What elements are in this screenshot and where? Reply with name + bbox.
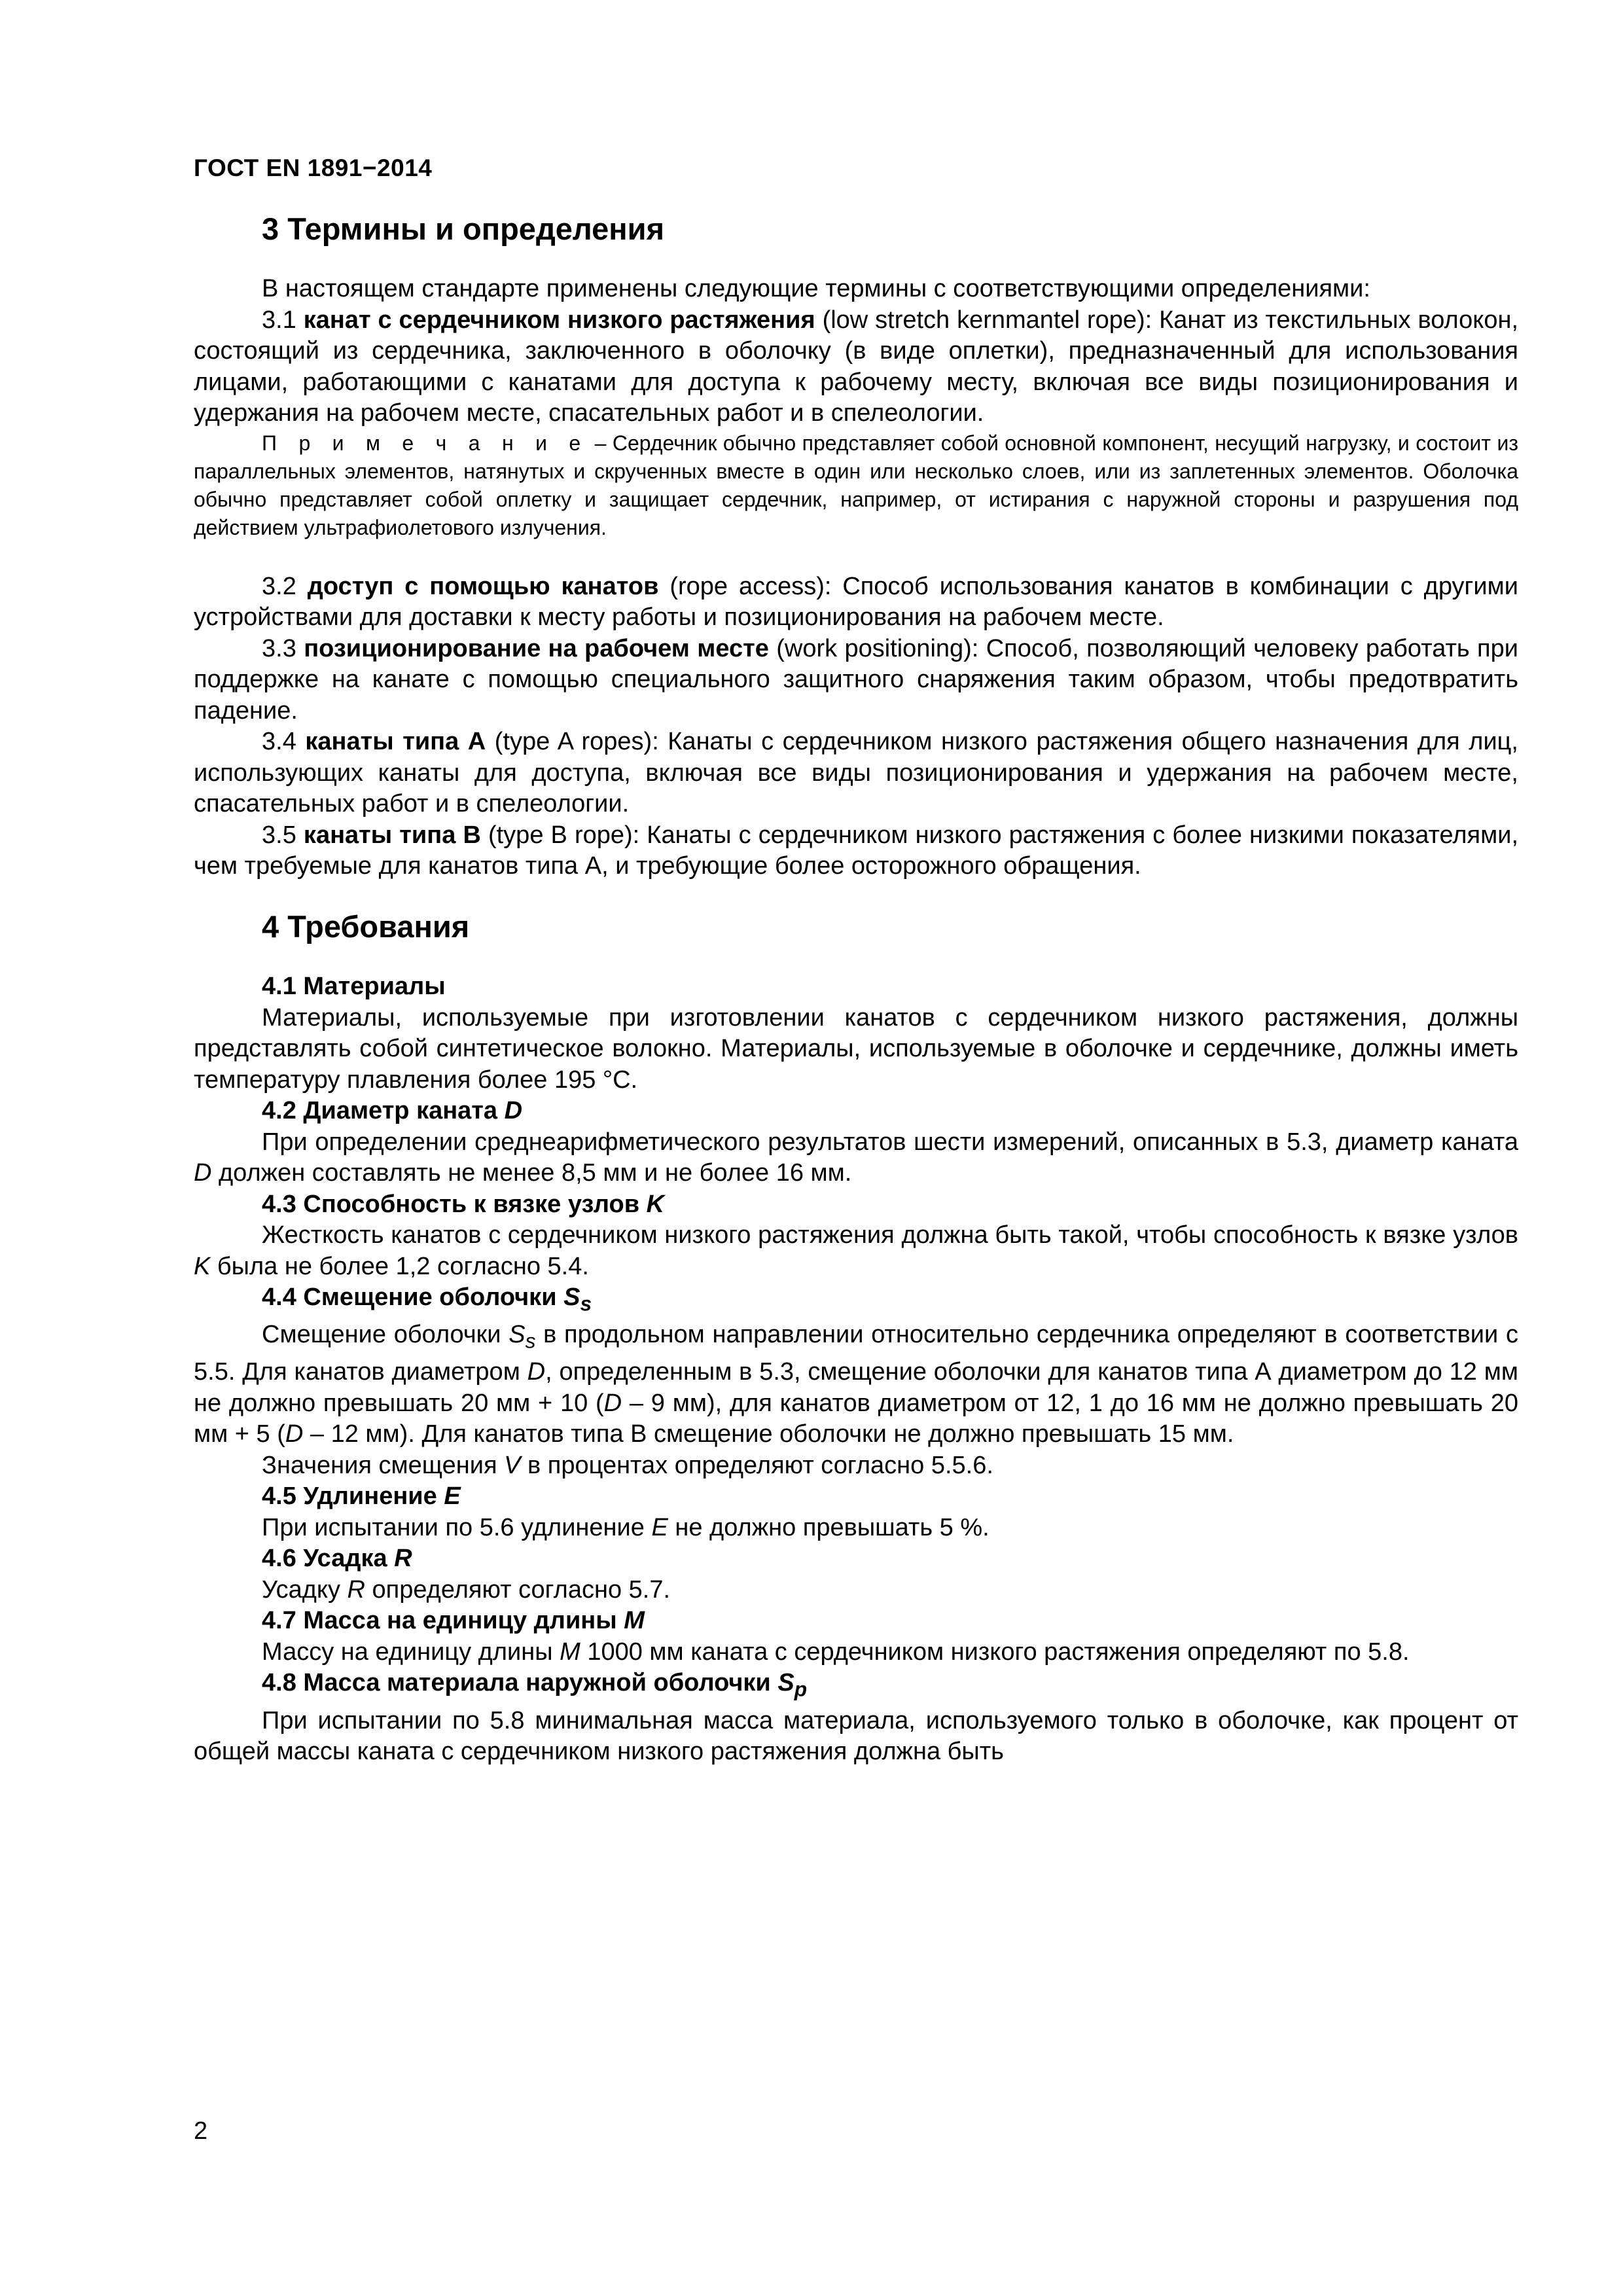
section-4-heading: 4 Требования — [262, 908, 470, 944]
subsection-4-2-text: При определении среднеарифметического результатов шести измерений, описанных в 5.3, диаметр каната D должен составлять не менее 8,5 мм и не более 16 мм. — [194, 1128, 1518, 1187]
subsection-4-4-heading: 4.4 Смещение оболочки $S_s$ — [262, 1283, 592, 1316]
subsection-4-4-text: Смещение оболочки $S_s$ в продольном направлении относительно сердечника определяют в соответствии с 5.5. Для канатов диаметром D, определенным в 5.3, смещение оболочки для канатов типа А диаметром до 12 мм не должно превышать 20 мм + 10 (D – 9 мм), для канатов диаметром от 12, 1 до 16 мм не должно превышать 20 мм + 5 (D – 12 мм). Для канатов типа В смещение оболочки не должно превышать 15 мм. — [194, 1321, 1519, 1448]
term-3-5: 3.5 канаты типа В (type B rope): Канаты с сердечником низкого растяжения с более низкими показателями, чем требуемые для канатов типа А, и требующие более осторожного обращения. — [194, 821, 1519, 880]
subsection-4-2-heading: 4.2 Диаметр каната D — [262, 1097, 523, 1125]
subsection-4-4-values: Значения смещения V в процентах определяют согласно 5.5.6. — [262, 1451, 993, 1479]
subsection-4-6-text: Усадку R определяют согласно 5.7. — [262, 1575, 671, 1604]
subsection-4-1-text: Материалы, используемые при изготовлении канатов с сердечником низкого растяжения, должны представлять собой синтетическое волокно. Материалы, используемые в оболочке и сердечнике, должны иметь температуру плавления более 195 °С. — [194, 1003, 1518, 1094]
section-3-heading: 3 Термины и определения — [262, 211, 664, 246]
section-3-intro: В настоящем стандарте применены следующие термины с соответствующими определениями: — [262, 275, 1370, 303]
note-block — [194, 429, 1518, 542]
subsection-4-3-heading: 4.3 Способность к вязке узлов K — [262, 1190, 665, 1218]
term-3-1-name: канат с сердечником низкого растяжения — [303, 306, 815, 334]
subsection-4-8-heading: 4.8 Масса материала наружной оболочки $S_p$ — [262, 1669, 808, 1702]
subsection-4-7-heading: 4.7 Масса на единицу длины M — [262, 1607, 645, 1635]
note-label: П р и м е ч а н и е — [262, 431, 589, 455]
note-text: П р и м е ч а н и е – Сердечник обычно представляет собой основной компонент, несущий нагрузку, и состоит из параллельных элементов, натянутых и скрученных вместе в один или несколько слоев, или из заплетенных элементов. Оболочка обычно представляет собой оплетку и защищает сердечник, например, от истирания с наружной стороны и разрушения под действием ультрафиолетового излучения. — [194, 431, 1518, 539]
subsection-4-1-heading: 4.1 Материалы — [262, 973, 446, 1001]
subsection-4-5-heading: 4.5 Удлинение E — [262, 1482, 461, 1511]
subsection-4-3-text: Жесткость канатов с сердечником низкого растяжения должна быть такой, чтобы способность к вязке узлов K была не более 1,2 согласно 5.4. — [194, 1221, 1518, 1280]
standard-header: ГОСТ EN 1891−2014 — [194, 154, 433, 181]
term-3-5-name: канаты типа В — [303, 821, 481, 849]
subsection-4-6-heading: 4.6 Усадка R — [262, 1545, 412, 1573]
term-3-3-name: позиционирование на рабочем месте — [304, 634, 769, 662]
term-3-2-name: доступ с помощью канатов — [307, 572, 659, 600]
subsection-4-7-text: Массу на единицу длины M 1000 мм каната с сердечником низкого растяжения определяют по 5.8. — [262, 1638, 1410, 1666]
term-3-3: 3.3 позиционирование на рабочем месте (work positioning): Способ, позволяющий человеку работать при поддержке на канате с помощью специального защитного снаряжения таким образом, чтобы предотвратить падение. — [194, 634, 1518, 725]
page-number: 2 — [194, 2117, 208, 2145]
term-3-4: 3.4 канаты типа А (type A ropes): Канаты с сердечником низкого растяжения общего назначения для лиц, использующих канаты для доступа, включая все виды позиционирования и удержания на рабочем месте, спасательных работ и в спелеологии. — [194, 728, 1518, 818]
subsection-4-5-text: При испытании по 5.6 удлинение E не должно превышать 5 %. — [262, 1513, 990, 1541]
term-3-1: 3.1 канат с сердечником низкого растяжения (low stretch kernmantel rope): Канат из текстильных волокон, состоящий из сердечника, заключенного в оболочку (в виде оплетки), предназначенный для использования лицами, работающими с канатами для доступа к рабочему месту, включая все виды позиционирования и удержания на рабочем месте, спасательных работ и в спелеологии. — [194, 306, 1519, 427]
term-3-4-name: канаты типа А — [305, 728, 486, 756]
term-3-2: 3.2 доступ с помощью канатов (rope access): Способ использования канатов в комбинации с другими устройствами для доставки к месту работы и позиционирования на рабочем месте. — [194, 572, 1518, 632]
document-body — [194, 211, 1518, 1768]
subsection-4-8-text: При испытании по 5.8 минимальная масса материала, используемого только в оболочке, как процент от общей массы каната с сердечником низкого растяжения должна быть — [194, 1706, 1518, 1766]
